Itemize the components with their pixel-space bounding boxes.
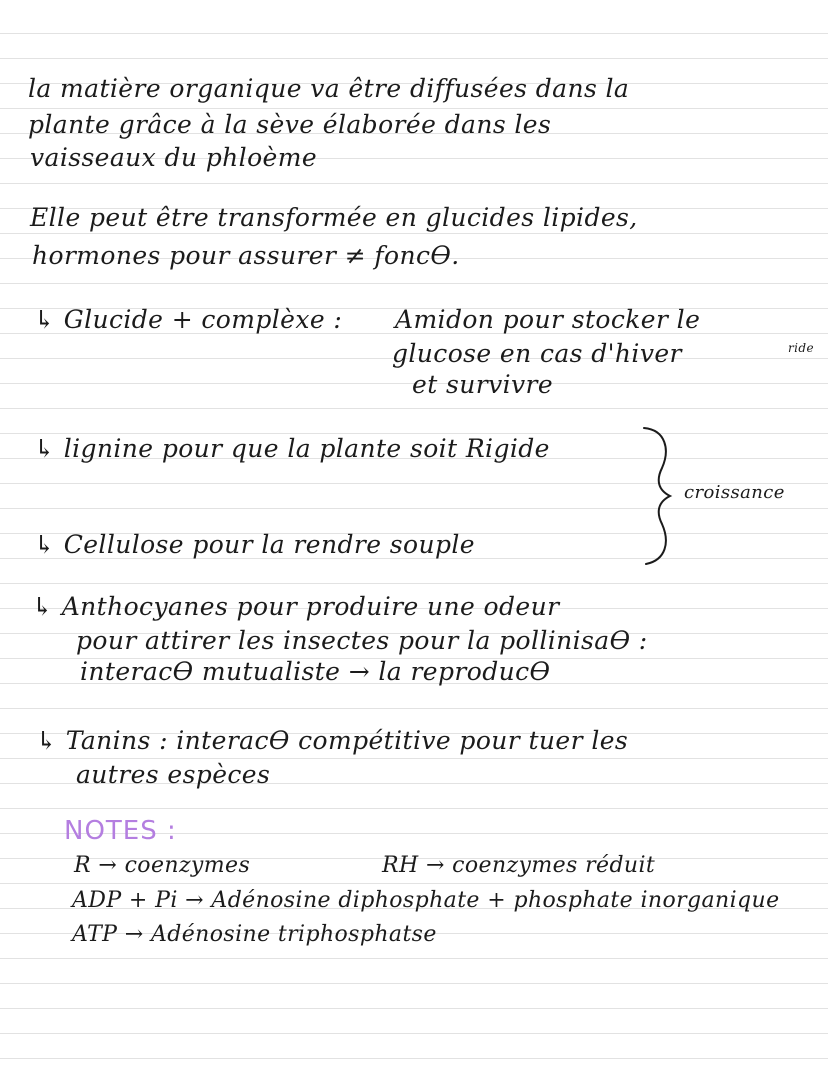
anthocyanes-line3: interacƟ mutualiste → la reproducƟ <box>80 657 551 686</box>
glucide-side-note: ride <box>788 341 814 355</box>
cellulose-line: ↳ Cellulose pour la rendre souple <box>34 530 475 559</box>
lignine-line: ↳ lignine pour que la plante soit Rigide <box>34 434 550 463</box>
notes-atp: ATP → Adénosine triphosphatse <box>72 922 437 947</box>
glucide-text3: et survivre <box>412 370 554 399</box>
glucide-text2: glucose en cas d'hiver <box>392 339 682 368</box>
glucide-label: ↳ Glucide + complèxe : <box>34 305 343 334</box>
curly-brace-icon <box>640 420 680 570</box>
notes-rh-abbr: RH → coenzymes réduit <box>382 853 656 878</box>
paragraph1-line1: la matière organique va être diffusées dans la <box>28 74 630 103</box>
tanins-line1: ↳ Tanins : interacƟ compétitive pour tuer les <box>36 726 629 755</box>
paragraph2-line1: Elle peut être transformée en glucides lipides, <box>30 203 638 232</box>
tanins-line2: autres espèces <box>76 760 271 789</box>
paragraph2-line2: hormones pour assurer ≠ foncƟ. <box>32 241 460 270</box>
notes-r-abbr: R → coenzymes <box>74 853 251 878</box>
paragraph1-line2: plante grâce à la sève élaborée dans les <box>28 110 552 139</box>
anthocyanes-line2: pour attirer les insectes pour la pollinisaƟ : <box>76 626 648 655</box>
paragraph1-line3: vaisseaux du phloème <box>30 143 318 172</box>
glucide-text1: Amidon pour stocker le <box>395 305 701 334</box>
notes-title: NOTES : <box>64 816 177 846</box>
notes-adp: ADP + Pi → Adénosine diphosphate + phosphate inorganique <box>72 888 780 913</box>
anthocyanes-line1: ↳ Anthocyanes pour produire une odeur <box>32 592 560 621</box>
croissance-label: croissance <box>684 482 785 503</box>
